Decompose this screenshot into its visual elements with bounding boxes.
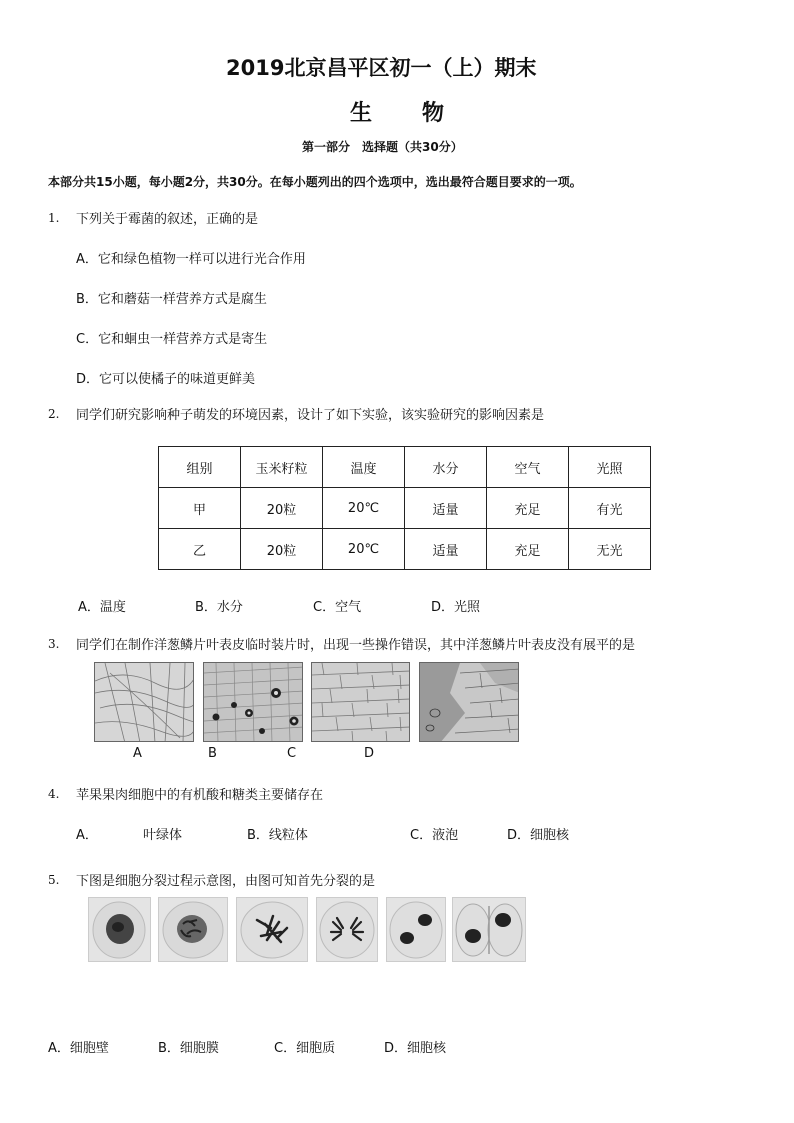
subject-title: 生 物 [350, 101, 447, 126]
interphase-cell-image [89, 898, 150, 961]
table-header-row [159, 447, 651, 488]
question-number: 1. [48, 211, 60, 225]
option-d: D．细胞核 [384, 1041, 447, 1056]
division-stage-3 [236, 897, 308, 962]
question-number: 5. [48, 873, 60, 887]
question-number: 2. [48, 407, 60, 421]
division-stage-2 [158, 897, 228, 962]
option-b: B．线粒体 [247, 828, 308, 843]
table-header: 光照 [569, 447, 651, 488]
flat-cells-image [312, 663, 410, 742]
page-title: 2019北京昌平区初一（上）期末 [226, 56, 537, 80]
option-b: B．水分 [195, 600, 243, 615]
table-cell: 有光 [569, 488, 651, 529]
image-label-d: D [364, 746, 375, 761]
division-stage-4 [316, 897, 378, 962]
option-a: A．它和绿色植物一样可以进行光合作用 [76, 252, 306, 267]
image-label-c: C [287, 746, 297, 761]
table-header: 水分 [405, 447, 487, 488]
telophase-cell-image [387, 898, 445, 961]
prophase-cell-image [159, 898, 227, 961]
table-cell: 无光 [569, 529, 651, 570]
question-text: 同学们在制作洋葱鳞片叶表皮临时装片时，出现一些操作错误，其中洋葱鳞片叶表皮没有展平的是 [76, 638, 636, 653]
table-cell: 20粒 [241, 488, 323, 529]
table-cell: 甲 [159, 488, 241, 529]
division-stage-6 [452, 897, 526, 962]
option-a: A．温度 [78, 600, 126, 615]
section-instructions: 本部分共15小题，每小题2分，共30分。在每小题列出的四个选项中，选出最符合题目要求的一项。 [48, 175, 582, 189]
option-c: C．细胞质 [274, 1041, 336, 1056]
table-header: 温度 [323, 447, 405, 488]
table-row [159, 488, 651, 529]
micrograph-a [94, 662, 194, 742]
table-header: 空气 [487, 447, 569, 488]
table-cell: 20℃ [323, 488, 405, 529]
table-row [159, 529, 651, 570]
metaphase-cell-image [237, 898, 307, 961]
anaphase-cell-image [317, 898, 377, 961]
experiment-table [158, 446, 651, 570]
division-stage-5 [386, 897, 446, 962]
option-c: C．它和蛔虫一样营养方式是寄生 [76, 332, 268, 347]
micrograph-b [203, 662, 303, 742]
question-text: 同学们研究影响种子萌发的环境因素，设计了如下实验，该实验研究的影响因素是 [76, 408, 545, 423]
image-label-a: A [133, 746, 142, 761]
question-text: 下列关于霉菌的叙述，正确的是 [76, 212, 259, 227]
question-text: 下图是细胞分裂过程示意图，由图可知首先分裂的是 [76, 874, 376, 889]
division-stage-1 [88, 897, 151, 962]
bubbles-image [204, 663, 303, 742]
option-b: B．细胞膜 [158, 1041, 219, 1056]
option-d: D．它可以使橘子的味道更鲜美 [76, 372, 256, 387]
table-header: 组别 [159, 447, 241, 488]
table-header: 玉米籽粒 [241, 447, 323, 488]
option-c: C．液泡 [410, 828, 459, 843]
option-d: D．细胞核 [507, 828, 570, 843]
option-a: A．细胞壁 [48, 1041, 109, 1056]
table-cell: 20粒 [241, 529, 323, 570]
question-number: 4. [48, 787, 60, 801]
table-cell: 适量 [405, 529, 487, 570]
option-c: C．空气 [313, 600, 362, 615]
table-cell: 乙 [159, 529, 241, 570]
micrograph-c [311, 662, 410, 742]
image-label-b: B [208, 746, 217, 761]
daughter-cells-image [453, 898, 525, 961]
table-cell: 20℃ [323, 529, 405, 570]
micrograph-d [419, 662, 519, 742]
table-cell: 充足 [487, 529, 569, 570]
option-b: B．它和蘑菇一样营养方式是腐生 [76, 292, 267, 307]
table-cell: 适量 [405, 488, 487, 529]
question-number: 3. [48, 637, 60, 651]
table-cell: 充足 [487, 488, 569, 529]
section-title: 第一部分 选择题（共30分） [302, 140, 463, 154]
option-a-text: 叶绿体 [143, 828, 183, 843]
overlap-image [420, 663, 519, 742]
question-text: 苹果果肉细胞中的有机酸和糖类主要储存在 [76, 788, 324, 803]
option-d: D．光照 [431, 600, 481, 615]
option-a: A． [76, 828, 98, 843]
folded-epidermis-image [95, 663, 194, 742]
